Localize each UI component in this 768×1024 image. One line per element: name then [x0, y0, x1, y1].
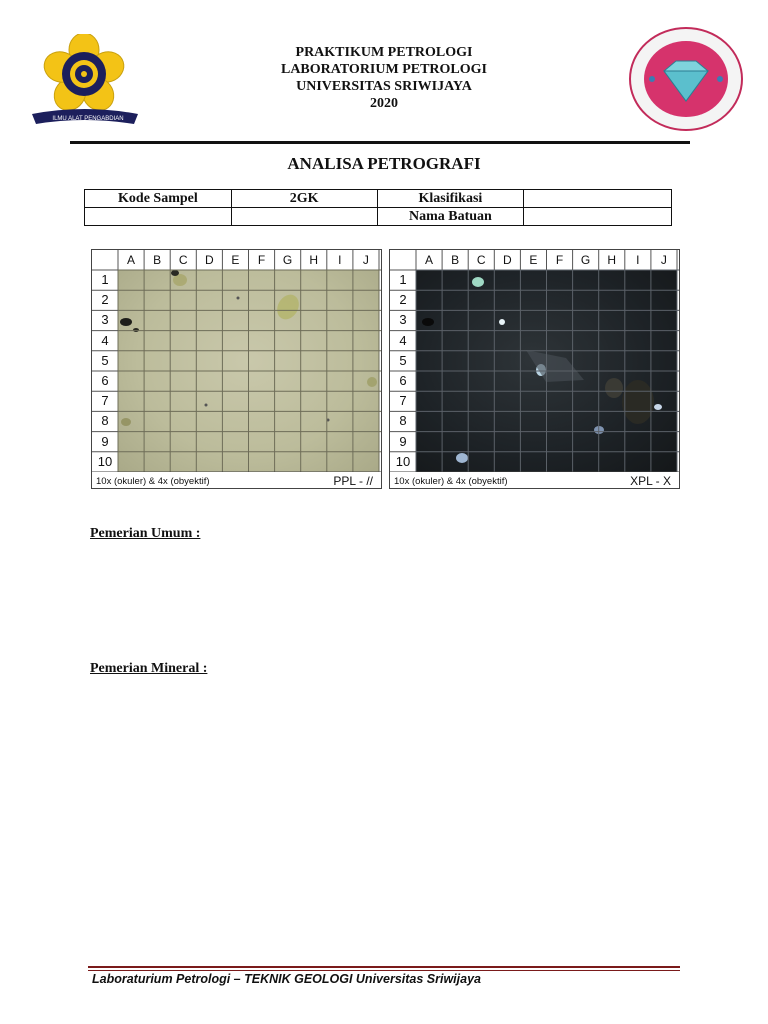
grid-row-header: 9 — [101, 433, 109, 449]
footer-divider — [88, 966, 680, 968]
grid-row-header: 6 — [399, 373, 407, 388]
grid-column-header: G — [282, 253, 293, 267]
grid-column-header: A — [424, 253, 433, 267]
header-line-2: LABORATORIUM PETROLOGI — [280, 62, 487, 77]
grid-row-header: 5 — [399, 352, 407, 368]
kode-sampel-value: 2GK — [231, 190, 377, 208]
grid-column-header: H — [607, 253, 617, 267]
grid-row-header: 5 — [101, 352, 109, 368]
pemerian-mineral-heading: Pemerian Mineral : — [90, 661, 208, 676]
kode-sampel-label: Kode Sampel — [85, 190, 232, 208]
logo-motto: ILMU ALAT PENGABDIAN — [52, 116, 124, 122]
xpl-magnification-label: 10x (okuler) & 4x (obyektif) — [394, 476, 508, 487]
grid-row-header: 7 — [399, 393, 407, 409]
grid-row-header: 3 — [101, 312, 109, 328]
grid-row-header: 3 — [399, 312, 407, 328]
grid-row-header: 2 — [399, 292, 407, 308]
grid-column-header: D — [502, 253, 512, 267]
header-block — [200, 44, 568, 112]
ppl-mode-label: PPL - // — [333, 474, 373, 488]
grid-row-header: 9 — [399, 433, 407, 449]
header-year: 2020 — [370, 96, 398, 111]
header-line-1: PRAKTIKUM PETROLOGI — [295, 45, 473, 60]
klasifikasi-label: Klasifikasi — [377, 190, 524, 208]
grid-row-header: 8 — [101, 413, 109, 429]
grid-column-header: F — [555, 253, 564, 267]
ppl-grid-lines — [92, 250, 381, 472]
grid-column-header: J — [660, 253, 667, 267]
table-cell — [85, 208, 232, 226]
xpl-grid-lines — [390, 250, 679, 472]
pemerian-umum-heading: Pemerian Umum : — [90, 526, 201, 541]
table-row — [85, 208, 672, 226]
header-line-3: UNIVERSITAS SRIWIJAYA — [296, 79, 472, 94]
grid-row-header: 4 — [101, 332, 109, 348]
document-title: ANALISA PETROGRAFI — [287, 154, 481, 173]
nama-batuan-label: Nama Batuan — [377, 208, 524, 226]
footer-text: Laboraturium Petrologi – TEKNIK GEOLOGI Universitas Sriwijaya — [92, 972, 481, 986]
nama-batuan-value — [524, 208, 672, 226]
grid-column-header: F — [257, 253, 266, 267]
klasifikasi-value — [524, 190, 672, 208]
grid-column-header: B — [153, 253, 162, 267]
ppl-magnification-label: 10x (okuler) & 4x (obyektif) — [96, 476, 210, 487]
grid-column-header: A — [126, 253, 135, 267]
table-cell — [231, 208, 377, 226]
grid-column-header: J — [362, 253, 369, 267]
grid-row-header: 10 — [395, 453, 411, 469]
grid-column-header: B — [451, 253, 460, 267]
xpl-photomicrograph-grid — [389, 249, 680, 489]
grid-column-header: C — [178, 253, 188, 267]
grid-column-header: I — [338, 253, 342, 267]
grid-column-header: G — [580, 253, 591, 267]
grid-column-header: H — [309, 253, 319, 267]
ppl-photomicrograph-grid — [91, 249, 382, 489]
grid-row-header: 1 — [101, 272, 109, 287]
grid-column-header: E — [529, 253, 538, 267]
header-divider — [70, 141, 690, 144]
grid-column-header: D — [204, 253, 214, 267]
grid-column-header: C — [476, 253, 486, 267]
grid-row-header: 8 — [399, 413, 407, 429]
grid-row-header: 10 — [97, 453, 113, 469]
xpl-mode-label: XPL - X — [630, 474, 671, 488]
grid-row-header: 1 — [399, 272, 407, 287]
grid-row-header: 6 — [101, 373, 109, 388]
grid-row-header: 2 — [101, 292, 109, 308]
grid-row-header: 7 — [101, 393, 109, 409]
grid-column-header: I — [636, 253, 640, 267]
laboratory-logo — [628, 27, 744, 131]
grid-column-header: E — [231, 253, 240, 267]
sample-info-table — [84, 189, 672, 226]
grid-row-header: 4 — [399, 332, 407, 348]
footer-divider-thin — [88, 970, 680, 971]
table-row — [85, 190, 672, 208]
